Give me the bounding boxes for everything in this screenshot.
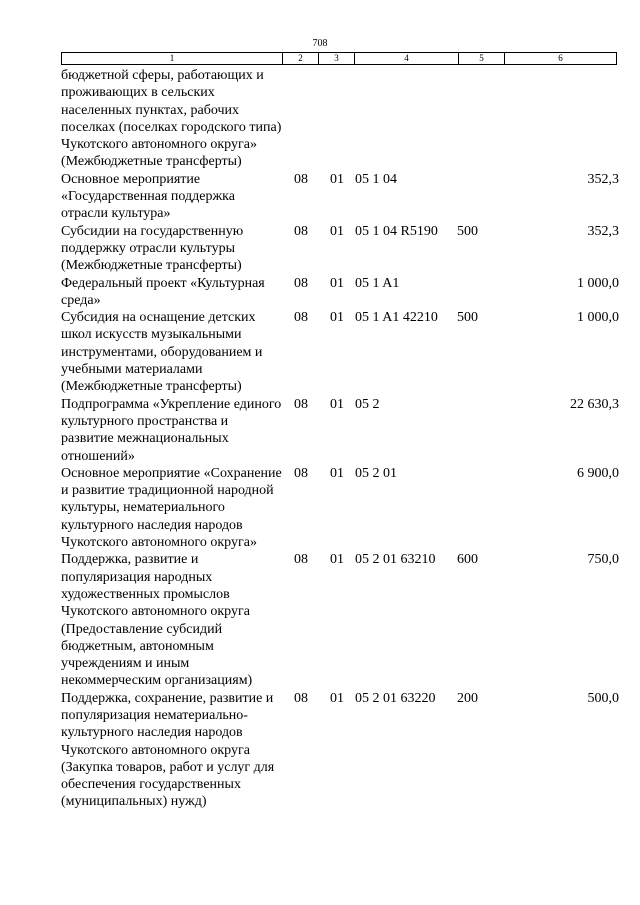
row-amount: 500,0 xyxy=(587,690,619,706)
row-expense-kind: 500 xyxy=(457,223,478,239)
row-target-code: 05 1 A1 xyxy=(355,275,400,291)
row-section: 08 xyxy=(294,690,308,706)
row-subsection: 01 xyxy=(330,223,344,239)
row-amount: 6 900,0 xyxy=(577,465,619,481)
row-expense-kind: 200 xyxy=(457,690,478,706)
page-number: 708 xyxy=(312,38,328,49)
row-amount: 352,3 xyxy=(587,171,619,187)
row-section: 08 xyxy=(294,465,308,481)
table-row xyxy=(61,690,619,811)
row-section: 08 xyxy=(294,223,308,239)
row-expense-kind xyxy=(455,171,503,223)
row-expense-kind xyxy=(455,465,503,551)
column-header-1: 1 xyxy=(62,53,283,65)
row-subsection xyxy=(319,67,355,171)
row-target-code: 05 1 04 xyxy=(355,171,397,187)
row-subsection: 01 xyxy=(330,310,344,326)
row-target-code: 05 1 04 R5190 xyxy=(355,223,438,239)
row-subsection: 01 xyxy=(330,552,344,568)
row-section: 08 xyxy=(294,396,308,412)
row-name: бюджетной сферы, работающих и проживающих в сельских населенных пунктах, рабочих поселках (поселках городского типа) Чукотского автономного округа» (Межбюджетные трансферты) xyxy=(61,68,282,170)
row-section xyxy=(283,67,319,171)
row-name: Субсидия на оснащение детских школ искусств музыкальными инструментами, оборудованием и учебными материалами (Межбюджетные трансферты) xyxy=(61,310,263,395)
row-target-code: 05 2 xyxy=(355,396,380,412)
row-subsection: 01 xyxy=(330,275,344,291)
row-amount xyxy=(503,67,619,171)
row-subsection: 01 xyxy=(330,396,344,412)
budget-table-body xyxy=(61,67,619,811)
row-amount: 750,0 xyxy=(587,552,619,568)
row-amount: 22 630,3 xyxy=(570,396,619,412)
row-target-code: 05 2 01 63210 xyxy=(355,552,436,568)
row-section: 08 xyxy=(294,171,308,187)
column-header-4: 4 xyxy=(355,53,459,65)
row-amount: 1 000,0 xyxy=(577,275,619,291)
table-row xyxy=(61,551,619,689)
table-row xyxy=(61,223,619,275)
row-subsection: 01 xyxy=(330,465,344,481)
row-name: Субсидии на государственную поддержку отрасли культуры (Межбюджетные трансферты) xyxy=(61,223,244,274)
row-section: 08 xyxy=(294,310,308,326)
column-header-6: 6 xyxy=(505,53,617,65)
row-target-code: 05 2 01 xyxy=(355,465,397,481)
row-name: Основное мероприятие «Государственная поддержка отрасли культура» xyxy=(61,171,235,222)
table-row xyxy=(61,171,619,223)
row-subsection: 01 xyxy=(330,171,344,187)
row-expense-kind xyxy=(455,396,503,465)
table-row xyxy=(61,396,619,465)
row-name: Федеральный проект «Культурная среда» xyxy=(61,275,265,308)
table-row xyxy=(61,67,619,171)
table-row xyxy=(61,465,619,551)
column-header-row xyxy=(62,53,617,65)
table-row xyxy=(61,309,619,395)
row-name: Поддержка, развитие и популяризация народных художественных промыслов Чукотского автономного округа (Предоставление субсидий бюджетным, автономным учреждениям и иным некоммерческим организациям) xyxy=(61,552,253,689)
row-amount: 1 000,0 xyxy=(577,310,619,326)
row-expense-kind: 600 xyxy=(457,552,478,568)
row-target-code xyxy=(355,67,455,171)
row-expense-kind xyxy=(455,275,503,310)
row-expense-kind xyxy=(455,67,503,171)
row-target-code: 05 1 A1 42210 xyxy=(355,310,438,326)
table-row xyxy=(61,275,619,310)
column-header-table xyxy=(61,52,617,65)
row-target-code: 05 2 01 63220 xyxy=(355,690,436,706)
column-header-3: 3 xyxy=(319,53,355,65)
row-name: Подпрограмма «Укрепление единого культурного пространства и развитие межнациональных отношений» xyxy=(61,396,282,464)
row-subsection: 01 xyxy=(330,690,344,706)
row-name: Поддержка, сохранение, развитие и популяризация нематериально-культурного наследия народов Чукотского автономного округа (Закупка товаров, работ и услуг для обеспечения государственных (муниципальных) нужд) xyxy=(61,690,275,810)
row-amount: 352,3 xyxy=(587,223,619,239)
column-header-2: 2 xyxy=(283,53,319,65)
row-section: 08 xyxy=(294,552,308,568)
row-name: Основное мероприятие «Сохранение и развитие традиционной народной культуры, нематериального культурного наследия народов Чукотского автономного округа» xyxy=(61,465,282,551)
column-header-5: 5 xyxy=(459,53,505,65)
row-expense-kind: 500 xyxy=(457,310,478,326)
row-section: 08 xyxy=(294,275,308,291)
